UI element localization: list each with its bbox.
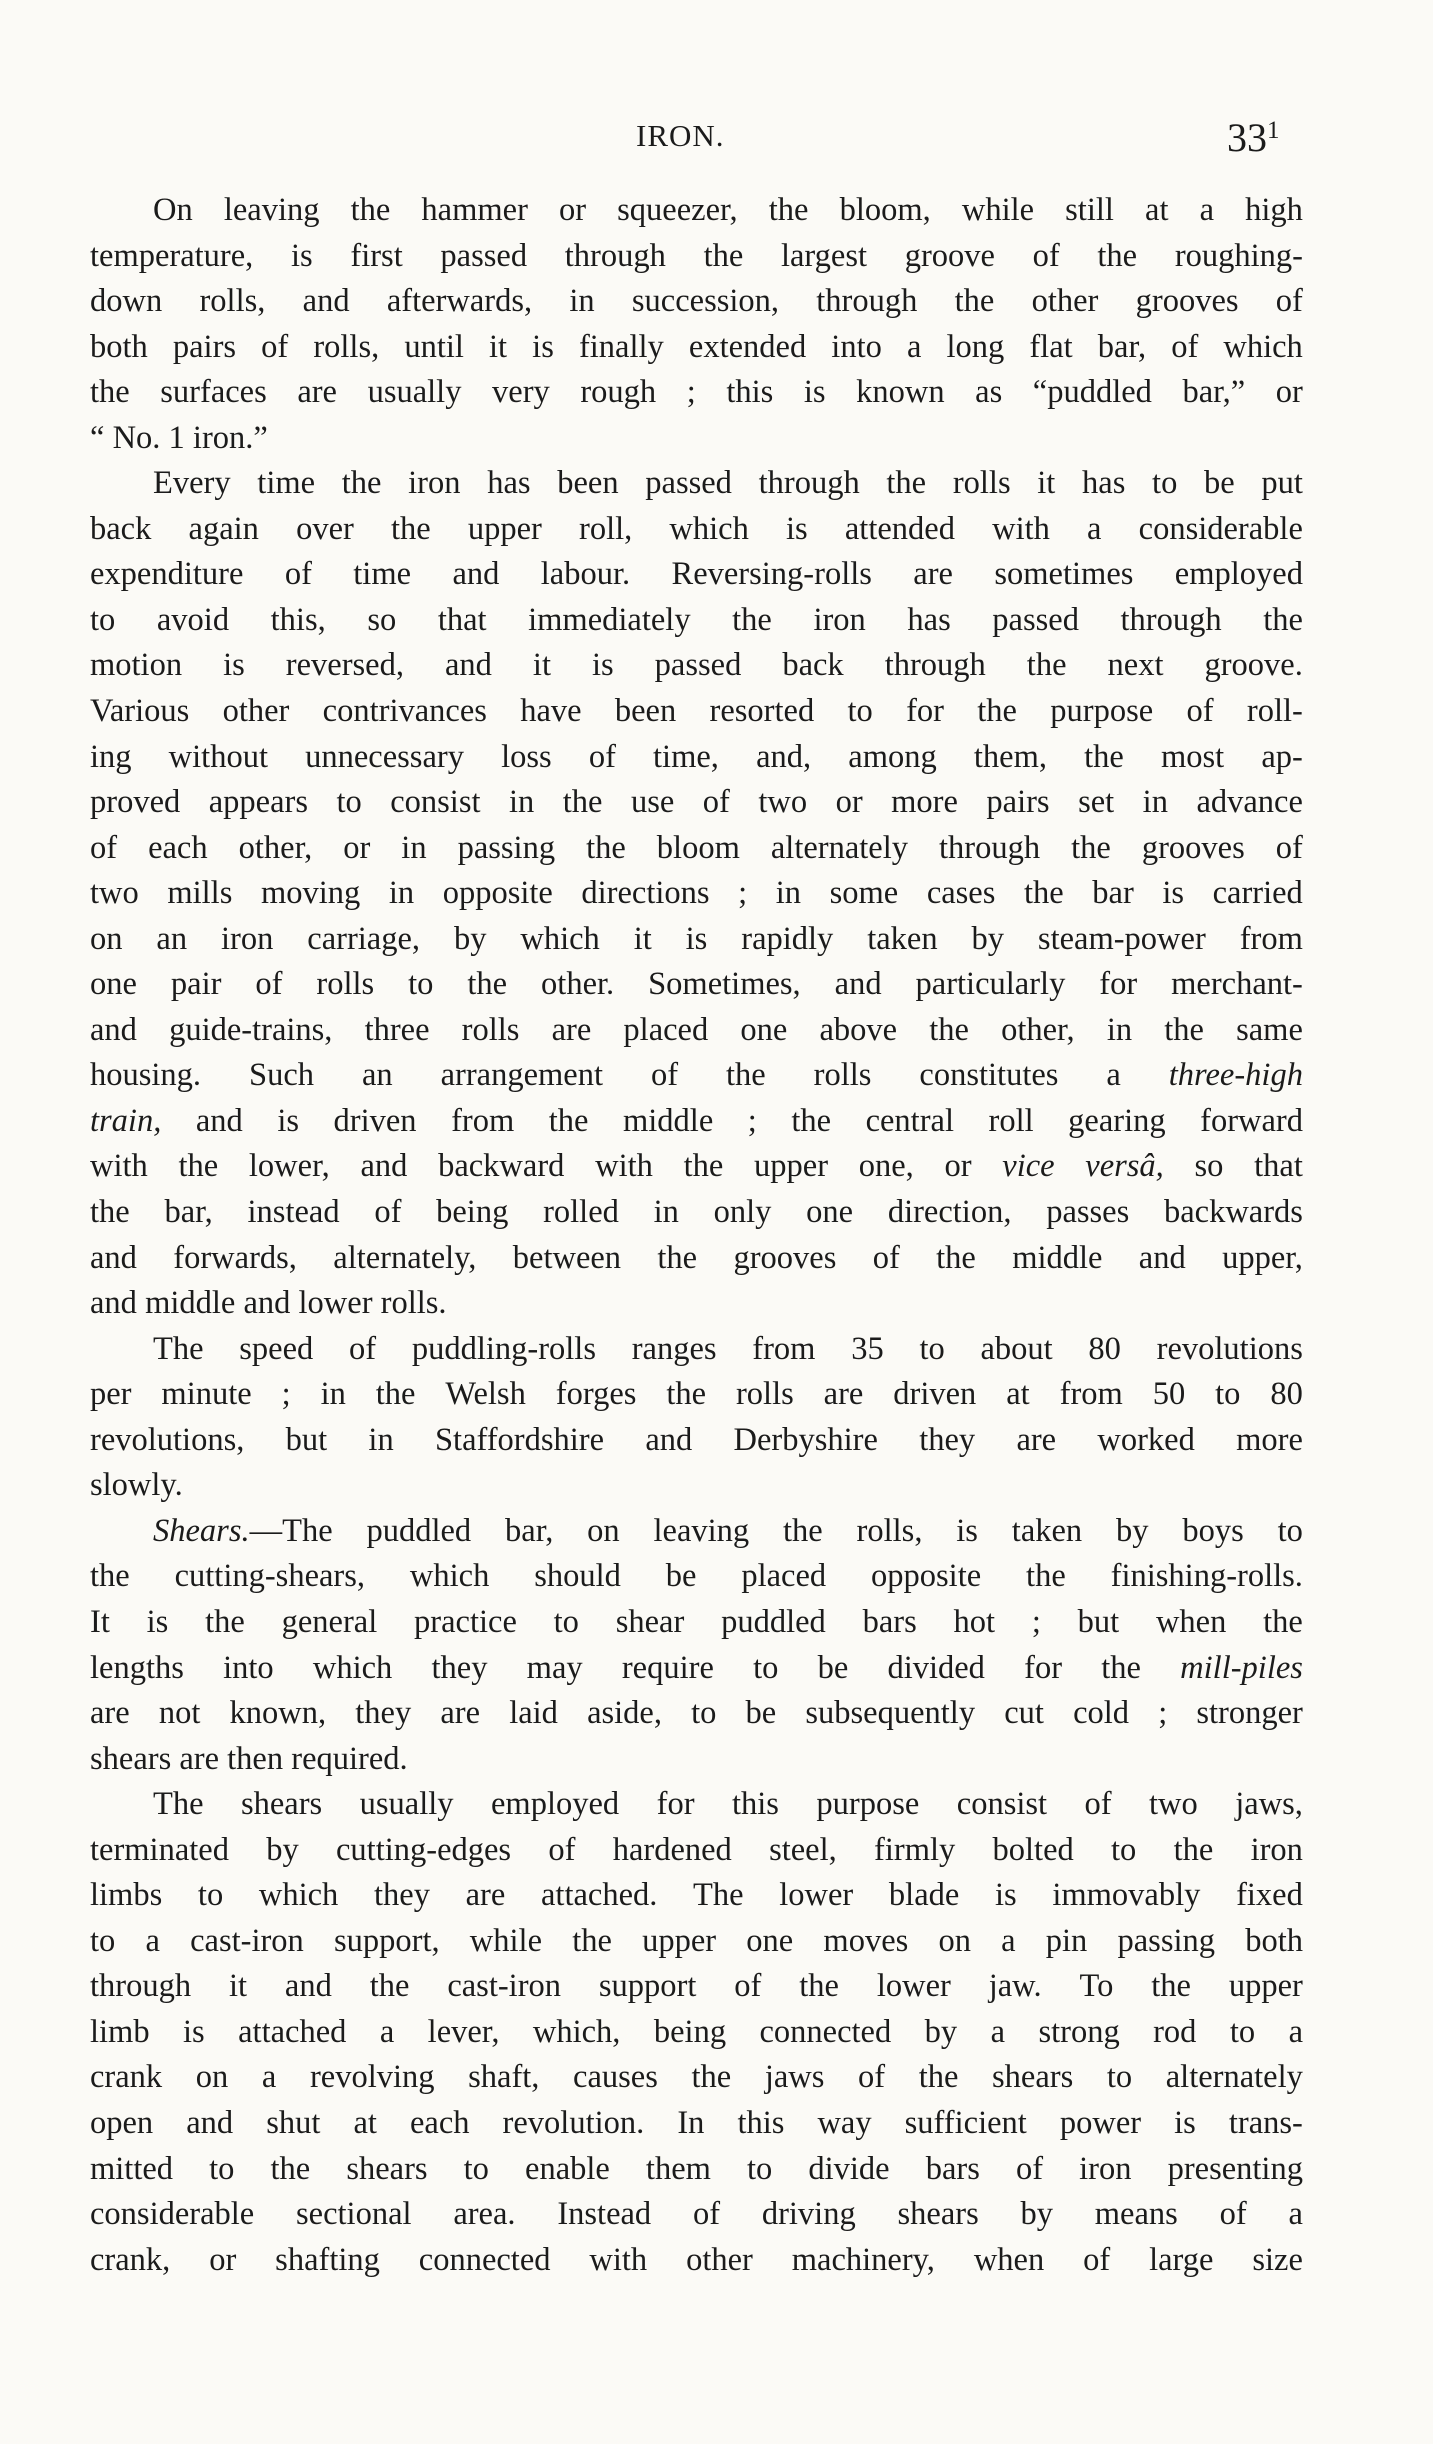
text-line: The shears usually employed for this purpose consist of two jaws, (153, 1786, 1303, 1823)
running-head (0, 114, 1433, 164)
text-line: revolutions, but in Staffordshire and Derbyshire they are worked more (90, 1421, 1303, 1458)
text-line: Shears.—The puddled bar, on leaving the rolls, is taken by boys to (153, 1512, 1303, 1549)
text-line: per minute ; in the Welsh forges the rolls are driven at from 50 to 80 (90, 1376, 1303, 1413)
text-line: mitted to the shears to enable them to divide bars of iron presenting (90, 2150, 1303, 2187)
text-line: considerable sectional area. Instead of driving shears by means of a (90, 2196, 1303, 2233)
text-line: It is the general practice to shear puddled bars hot ; but when the (90, 1603, 1303, 1640)
body-text (90, 188, 1303, 2283)
text-line: On leaving the hammer or squeezer, the bloom, while still at a high (153, 192, 1303, 228)
text-line: open and shut at each revolution. In this way sufficient power is trans- (90, 2104, 1303, 2141)
text-line: ing without unnecessary loss of time, and, among them, the most ap- (90, 738, 1303, 775)
text-line: down rolls, and afterwards, in succession, through the other grooves of (90, 283, 1303, 320)
text-line: housing. Such an arrangement of the rolls constitutes a three-high (90, 1057, 1303, 1094)
text-line: the bar, instead of being rolled in only one direction, passes backwards (90, 1194, 1303, 1231)
text-line: The speed of puddling-rolls ranges from 35 to about 80 revolutions (153, 1330, 1303, 1367)
text-line: and middle and lower rolls. (90, 1285, 447, 1322)
text-line: through it and the cast-iron support of the lower jaw. To the upper (90, 1968, 1303, 2005)
text-line: one pair of rolls to the other. Sometimes, and particularly for merchant- (90, 966, 1303, 1003)
text-line: expenditure of time and labour. Reversing-rolls are sometimes employed (90, 556, 1303, 593)
text-line: to a cast-iron support, while the upper one moves on a pin passing both (90, 1922, 1303, 1959)
text-line: with the lower, and backward with the upper one, or vice versâ, so that (90, 1148, 1303, 1185)
text-line: Various other contrivances have been resorted to for the purpose of roll- (90, 693, 1303, 730)
text-line: train, and is driven from the middle ; the central roll gearing forward (90, 1102, 1303, 1139)
text-line: back again over the upper roll, which is attended with a considerable (90, 510, 1303, 547)
text-line: of each other, or in passing the bloom alternately through the grooves of (90, 829, 1303, 866)
text-line: “ No. 1 iron.” (90, 419, 268, 456)
text-line: the surfaces are usually very rough ; this is known as “puddled bar,” or (90, 374, 1303, 411)
text-line: slowly. (90, 1467, 183, 1504)
text-line: crank on a revolving shaft, causes the jaws of the shears to alternately (90, 2059, 1303, 2096)
text-line: crank, or shafting connected with other machinery, when of large size (90, 2241, 1303, 2278)
page-number-main: 33 (1227, 115, 1267, 160)
text-line: limb is attached a lever, which, being connected by a strong rod to a (90, 2013, 1303, 2050)
page-number-sup: 1 (1267, 117, 1280, 144)
page-number (1227, 114, 1280, 161)
text-line: are not known, they are laid aside, to be subsequently cut cold ; stronger (90, 1695, 1303, 1732)
text-line: motion is reversed, and it is passed back through the next groove. (90, 647, 1303, 684)
text-line: and forwards, alternately, between the grooves of the middle and upper, (90, 1239, 1303, 1276)
text-line: on an iron carriage, by which it is rapidly taken by steam-power from (90, 920, 1303, 957)
text-line: terminated by cutting-edges of hardened steel, firmly bolted to the iron (90, 1831, 1303, 1868)
chapter-title: IRON. (636, 118, 725, 153)
text-line: limbs to which they are attached. The lower blade is immovably fixed (90, 1877, 1303, 1914)
text-line: and guide-trains, three rolls are placed one above the other, in the same (90, 1011, 1303, 1048)
text-line: both pairs of rolls, until it is finally extended into a long flat bar, of which (90, 328, 1303, 365)
text-line: lengths into which they may require to be divided for the mill-piles (90, 1649, 1303, 1686)
text-line: proved appears to consist in the use of two or more pairs set in advance (90, 784, 1303, 821)
text-line: temperature, is first passed through the largest groove of the roughing- (90, 237, 1303, 274)
text-line: two mills moving in opposite directions ; in some cases the bar is carried (90, 875, 1303, 912)
text-line: to avoid this, so that immediately the iron has passed through the (90, 601, 1303, 638)
text-line: shears are then required. (90, 1740, 408, 1777)
text-line: Every time the iron has been passed through the rolls it has to be put (153, 465, 1303, 502)
text-line: the cutting-shears, which should be placed opposite the finishing-rolls. (90, 1558, 1303, 1595)
